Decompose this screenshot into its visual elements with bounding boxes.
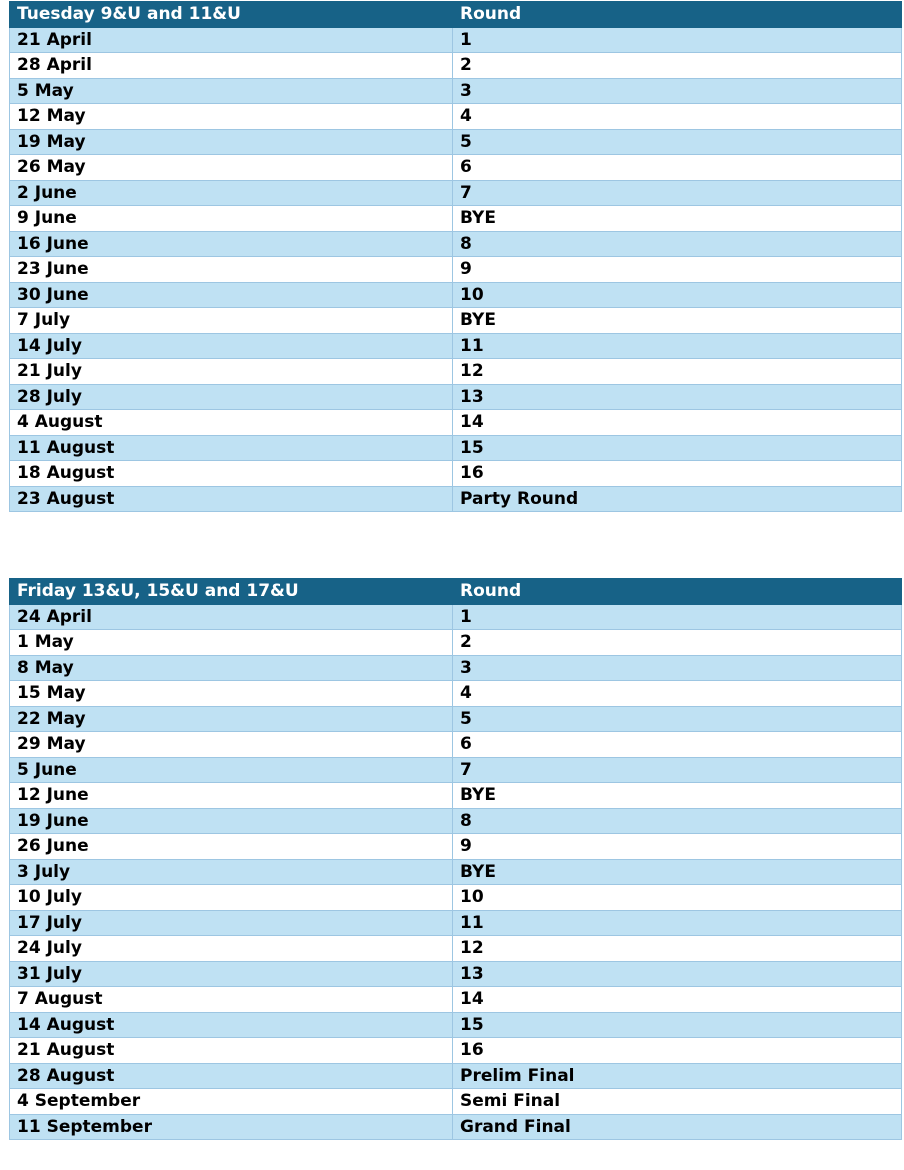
round-cell: 2 <box>453 630 902 656</box>
date-cell: 18 August <box>10 461 453 487</box>
table-row <box>10 486 902 512</box>
table-row <box>10 834 902 860</box>
table-row <box>10 630 902 656</box>
date-cell: 16 June <box>10 231 453 257</box>
table-row <box>10 732 902 758</box>
date-cell: 22 May <box>10 706 453 732</box>
date-cell: 7 July <box>10 308 453 334</box>
date-cell: 28 April <box>10 53 453 79</box>
table-row <box>10 1038 902 1064</box>
table-row <box>10 104 902 130</box>
date-cell: 24 April <box>10 604 453 630</box>
table-row <box>10 435 902 461</box>
date-cell: 30 June <box>10 282 453 308</box>
round-cell: 13 <box>453 384 902 410</box>
table-row <box>10 910 902 936</box>
date-cell: 5 June <box>10 757 453 783</box>
date-cell: 23 August <box>10 486 453 512</box>
round-cell: BYE <box>453 308 902 334</box>
table-row <box>10 681 902 707</box>
table-header-row <box>10 579 902 605</box>
table-row <box>10 1063 902 1089</box>
date-column-header: Tuesday 9&U and 11&U <box>10 2 453 28</box>
table-row <box>10 783 902 809</box>
round-cell: Grand Final <box>453 1114 902 1140</box>
date-cell: 7 August <box>10 987 453 1013</box>
date-cell: 21 April <box>10 27 453 53</box>
table-row <box>10 384 902 410</box>
round-cell: 8 <box>453 808 902 834</box>
table-row <box>10 231 902 257</box>
round-cell: Prelim Final <box>453 1063 902 1089</box>
table-row <box>10 333 902 359</box>
table-row <box>10 987 902 1013</box>
date-cell: 24 July <box>10 936 453 962</box>
round-cell: 4 <box>453 681 902 707</box>
table-row <box>10 27 902 53</box>
date-cell: 15 May <box>10 681 453 707</box>
table-row <box>10 757 902 783</box>
round-cell: BYE <box>453 206 902 232</box>
date-column-header: Friday 13&U, 15&U and 17&U <box>10 579 453 605</box>
date-cell: 21 August <box>10 1038 453 1064</box>
table-row <box>10 257 902 283</box>
round-cell: 12 <box>453 936 902 962</box>
table-row <box>10 885 902 911</box>
round-cell: 10 <box>453 885 902 911</box>
round-cell: 13 <box>453 961 902 987</box>
date-cell: 17 July <box>10 910 453 936</box>
date-cell: 9 June <box>10 206 453 232</box>
tuesday-schedule-table <box>9 1 902 512</box>
table-row <box>10 936 902 962</box>
table-row <box>10 53 902 79</box>
date-cell: 4 August <box>10 410 453 436</box>
round-cell: BYE <box>453 859 902 885</box>
round-cell: 16 <box>453 461 902 487</box>
table-row <box>10 359 902 385</box>
date-cell: 28 July <box>10 384 453 410</box>
table-row <box>10 859 902 885</box>
table-header-row <box>10 2 902 28</box>
round-cell: Semi Final <box>453 1089 902 1115</box>
table-row <box>10 129 902 155</box>
date-cell: 5 May <box>10 78 453 104</box>
date-cell: 2 June <box>10 180 453 206</box>
table-row <box>10 308 902 334</box>
round-column-header: Round <box>453 579 902 605</box>
date-cell: 11 September <box>10 1114 453 1140</box>
table-row <box>10 604 902 630</box>
date-cell: 14 July <box>10 333 453 359</box>
round-cell: 4 <box>453 104 902 130</box>
round-cell: 5 <box>453 129 902 155</box>
table-row <box>10 180 902 206</box>
table-row <box>10 461 902 487</box>
table-row <box>10 1012 902 1038</box>
date-cell: 1 May <box>10 630 453 656</box>
date-cell: 12 May <box>10 104 453 130</box>
round-cell: 6 <box>453 732 902 758</box>
round-cell: 15 <box>453 435 902 461</box>
date-cell: 26 June <box>10 834 453 860</box>
round-column-header: Round <box>453 2 902 28</box>
table-row <box>10 78 902 104</box>
table-row <box>10 206 902 232</box>
date-cell: 11 August <box>10 435 453 461</box>
date-cell: 21 July <box>10 359 453 385</box>
round-cell: 8 <box>453 231 902 257</box>
date-cell: 3 July <box>10 859 453 885</box>
tuesday-table-body <box>10 27 902 512</box>
table-row <box>10 655 902 681</box>
table-row <box>10 1089 902 1115</box>
date-cell: 4 September <box>10 1089 453 1115</box>
date-cell: 31 July <box>10 961 453 987</box>
round-cell: 14 <box>453 987 902 1013</box>
round-cell: 11 <box>453 910 902 936</box>
table-row <box>10 961 902 987</box>
date-cell: 8 May <box>10 655 453 681</box>
round-cell: 16 <box>453 1038 902 1064</box>
date-cell: 19 June <box>10 808 453 834</box>
friday-table-body <box>10 604 902 1140</box>
round-cell: 15 <box>453 1012 902 1038</box>
round-cell: 7 <box>453 180 902 206</box>
round-cell: 14 <box>453 410 902 436</box>
round-cell: 9 <box>453 257 902 283</box>
date-cell: 14 August <box>10 1012 453 1038</box>
round-cell: 10 <box>453 282 902 308</box>
date-cell: 23 June <box>10 257 453 283</box>
round-cell: BYE <box>453 783 902 809</box>
date-cell: 10 July <box>10 885 453 911</box>
round-cell: 5 <box>453 706 902 732</box>
round-cell: 1 <box>453 604 902 630</box>
date-cell: 12 June <box>10 783 453 809</box>
friday-schedule-table <box>9 578 902 1140</box>
round-cell: 7 <box>453 757 902 783</box>
round-cell: 12 <box>453 359 902 385</box>
round-cell: 3 <box>453 655 902 681</box>
table-row <box>10 706 902 732</box>
table-row <box>10 1114 902 1140</box>
date-cell: 26 May <box>10 155 453 181</box>
date-cell: 28 August <box>10 1063 453 1089</box>
round-cell: Party Round <box>453 486 902 512</box>
round-cell: 1 <box>453 27 902 53</box>
table-row <box>10 808 902 834</box>
round-cell: 9 <box>453 834 902 860</box>
table-row <box>10 282 902 308</box>
round-cell: 3 <box>453 78 902 104</box>
table-row <box>10 410 902 436</box>
table-row <box>10 155 902 181</box>
round-cell: 2 <box>453 53 902 79</box>
round-cell: 6 <box>453 155 902 181</box>
date-cell: 29 May <box>10 732 453 758</box>
round-cell: 11 <box>453 333 902 359</box>
date-cell: 19 May <box>10 129 453 155</box>
